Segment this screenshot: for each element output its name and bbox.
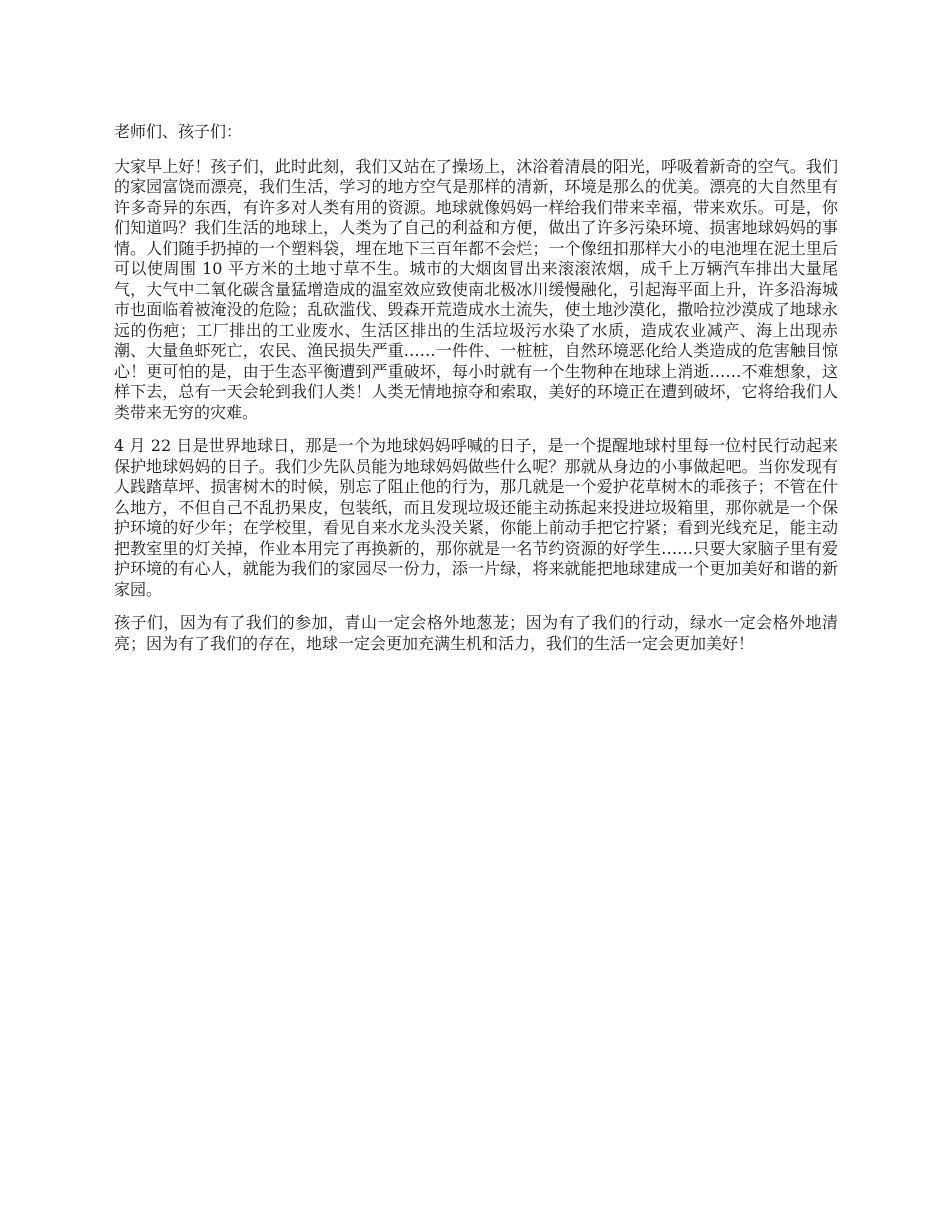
paragraph-2: 4 月 22 日是世界地球日，那是一个为地球妈妈呼喊的日子，是一个提醒地球村里每一位村民行动起来保护地球妈妈的日子。我们少先队员能为地球妈妈做些什么呢？那就从身边的小事做起吧。当你发现有人践踏草坪、损害树木的时候，别忘了阻止他的行为，那几就是一个爱护花草树木的乖孩子；不管在什么地方，不但自己不乱扔果皮，包装纸，而且发现垃圾还能主动拣起来投进垃圾箱里，那你就是一个保护环境的好少年；在学校里，看见自来水龙头没关紧，你能上前动手把它拧紧；看到光线充足，能主动把教室里的灯关掉，作业本用完了再换新的，那你就是一名节约资源的好学生……只要大家脑子里有爱护环境的有心人，就能为我们的家园尽一份力，添一片绿，将来就能把地球建成一个更加美好和谐的新家园。: [114, 436, 838, 599]
paragraph-1: 大家早上好！孩子们，此时此刻，我们又站在了操场上，沐浴着清晨的阳光，呼吸着新奇的空气。我们的家园富饶而漂亮，我们生活，学习的地方空气是那样的清新，环境是那么的优美。漂亮的大自然里有许多奇异的东西，有许多对人类有用的资源。地球就像妈妈一样给我们带来幸福，带来欢乐。可是，你们知道吗？我们生活的地球上，人类为了自己的利益和方便，做出了许多污染环境、损害地球妈妈的事情。人们随手扔掉的一个塑料袋，埋在地下三百年都不会烂；一个像纽扣那样大小的电池埋在泥土里后可以使周围 10 平方米的土地寸草不生。城市的大烟囱冒出来滚滚浓烟，成千上万辆汽车排出大量尾气，大气中二氧化碳含量猛增造成的温室效应致使南北极冰川缓慢融化，引起海平面上升，许多沿海城市也面临着被淹没的危险；乱砍滥伐、毁森开荒造成水土流失，使土地沙漠化，撒哈拉沙漠成了地球永远的伤疤；工厂排出的工业废水、生活区排出的生活垃圾污水染了水质，造成农业减产、海上出现赤潮、大量鱼虾死亡，农民、渔民损失严重……一件件、一桩桩，自然环境恶化给人类造成的危害触目惊心！更可怕的是，由于生态平衡遭到严重破坏，每小时就有一个生物种在地球上消逝……不难想象，这样下去，总有一天会轮到我们人类！人类无情地掠夺和索取，美好的环境正在遭到破坏，它将给我们人类带来无穷的灾难。: [114, 156, 838, 422]
greeting-line: 老师们、孩子们：: [114, 122, 243, 141]
paragraph-3: 孩子们，因为有了我们的参加，青山一定会格外地葱茏；因为有了我们的行动，绿水一定会格外地清亮；因为有了我们的存在，地球一定会更加充满生机和活力，我们的生活一定会更加美好！: [114, 613, 838, 653]
document-body: [114, 122, 838, 667]
